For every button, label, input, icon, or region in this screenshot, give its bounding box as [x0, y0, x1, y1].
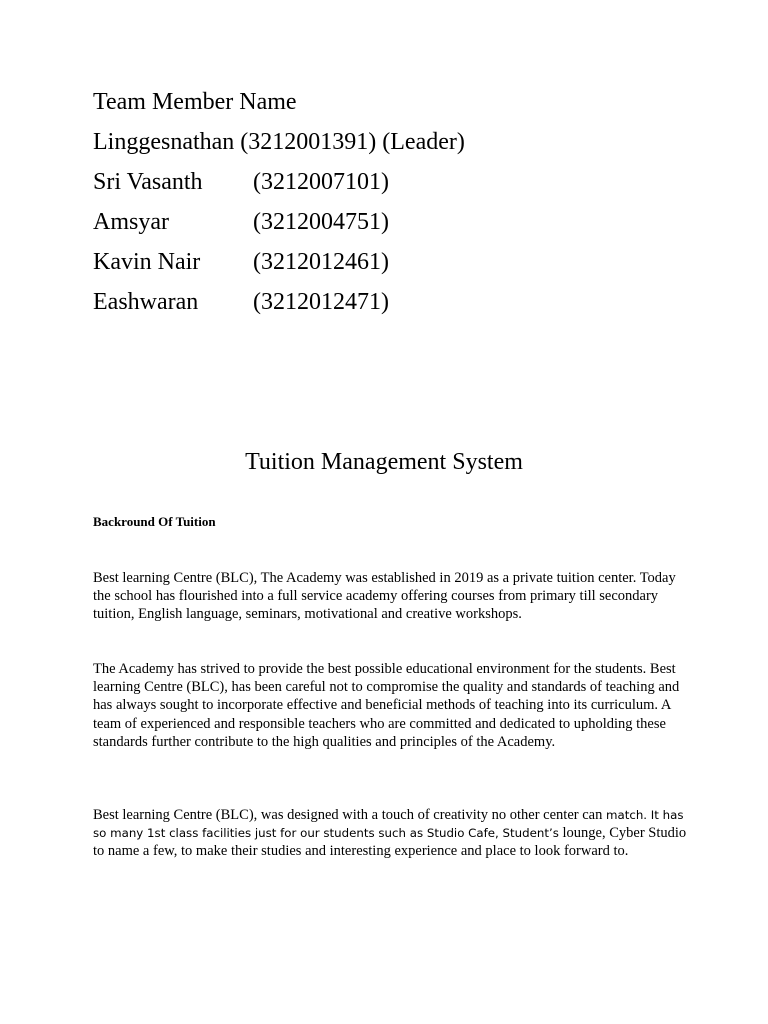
section-heading: Backround Of Tuition	[93, 514, 216, 529]
member-name: Linggesnathan	[93, 129, 235, 155]
paragraph-text: match. It has so many 1st class facilities just for our students such as Studio Cafe, Student’s	[93, 808, 684, 841]
member-name: Sri Vasanth	[93, 169, 203, 195]
team-member-row	[93, 125, 713, 165]
member-id: (3212001391)	[240, 129, 377, 155]
paragraph: Best learning Centre (BLC), The Academy was established in 2019 as a private tuition center. Today the school has flourished into a full service academy offering courses from primary till secondary tuition, English language, seminars, motivational and creative workshops.	[93, 570, 676, 623]
team-member-row	[93, 205, 713, 245]
paragraph-text: lounge, Cyber Studio to name a few, to make their studies and interesting experience and place to look forward to.	[93, 825, 687, 860]
member-role: (Leader)	[382, 129, 465, 155]
document-title: Tuition Management System	[245, 449, 523, 475]
team-heading: Team Member Name	[93, 89, 297, 115]
team-member-row	[93, 165, 713, 205]
team-member-list	[93, 85, 713, 325]
team-member-row	[93, 245, 713, 285]
member-name: Eashwaran	[93, 289, 199, 315]
member-id: (3212004751)	[253, 209, 389, 235]
paragraph	[93, 806, 693, 861]
paragraph: The Academy has strived to provide the best possible educational environment for the students. Best learning Centre (BLC), has been careful not to compromise the quality and standards of teaching and has always sought to incorporate effective and beneficial methods of teaching into its curriculum. A team of experienced and responsible teachers who are committed and dedicated to upholding these standards further contribute to the high qualities and principles of the Academy.	[93, 661, 680, 750]
paragraph-text: Best learning Centre (BLC), was designed with a touch of creativity no other center can	[93, 807, 606, 823]
member-id: (3212007101)	[253, 169, 389, 195]
member-name: Kavin Nair	[93, 249, 201, 275]
member-id: (3212012471)	[253, 289, 389, 315]
member-id: (3212012461)	[253, 249, 389, 275]
member-name: Amsyar	[93, 209, 169, 235]
team-member-row	[93, 285, 713, 325]
